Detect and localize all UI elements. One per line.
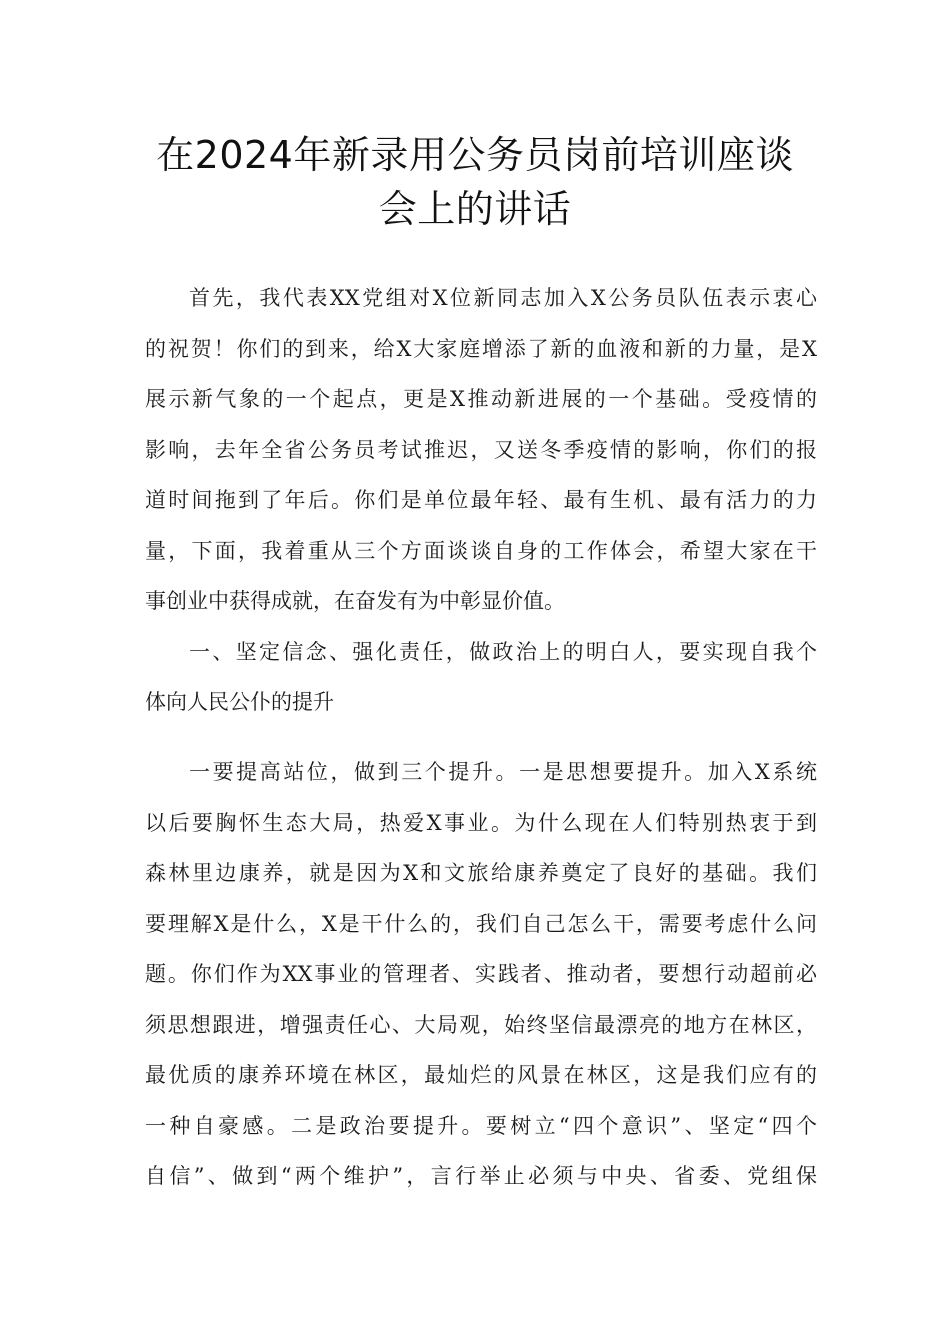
- paragraph-line: 要理解X是什么，X是干什么的，我们自己怎么干，需要考虑什么问: [145, 911, 817, 936]
- paragraph-line: 一要提高站位，做到三个提升。一是思想要提升。加入X系统: [189, 760, 817, 784]
- title-line: 在2024年新录用公务员岗前培训座谈: [156, 133, 794, 177]
- paragraph-line: 影响，去年全省公务员考试推迟，又送冬季疫情的影响，你们的报: [145, 437, 817, 462]
- paragraph-line: 首先，我代表XX党组对X位新同志加入X公务员队伍表示衷心: [189, 286, 817, 310]
- paragraph-line: 量，下面，我着重从三个方面谈谈自身的工作体会，希望大家在干: [145, 538, 817, 563]
- paragraph-line: 自信”、做到“两个维护”，言行举止必须与中央、省委、党组保: [145, 1164, 817, 1188]
- paragraph-line: 道时间拖到了年后。你们是单位最年轻、最有生机、最有活力的力: [145, 488, 817, 512]
- paragraph-line: 须思想跟进，增强责任心、大局观，始终坚信最漂亮的地方在林区，: [145, 1012, 817, 1037]
- paragraph-line: 事创业中获得成就，在奋发有为中彰显价值。: [145, 589, 565, 613]
- paragraph-line: 一种自豪感。二是政治要提升。要树立“四个意识”、坚定“四个: [145, 1113, 817, 1138]
- paragraph-line: 最优质的康养环境在林区，最灿烂的风景在林区，这是我们应有的: [145, 1063, 817, 1087]
- section-heading-line: 一、坚定信念、强化责任，做政治上的明白人，要实现自我个: [189, 639, 817, 664]
- paragraph-opening: [145, 273, 817, 728]
- paragraph-improve-standing: [145, 747, 817, 1202]
- paragraph-line: 题。你们作为XX事业的管理者、实践者、推动者，要想行动超前必: [145, 962, 817, 986]
- paragraph-line: 的祝贺！你们的到来，给X大家庭增添了新的血液和新的力量，是X: [145, 336, 817, 361]
- paragraph-line: 以后要胸怀生态大局，热爱X事业。为什么现在人们特别热衷于到: [145, 810, 817, 835]
- paragraph-line: 森林里边康养，就是因为X和文旅给康养奠定了良好的基础。我们: [145, 861, 817, 885]
- paragraph-line: 展示新气象的一个起点，更是X推动新进展的一个基础。受疫情的: [145, 387, 817, 411]
- title-line: 会上的讲话: [378, 187, 572, 231]
- document-title: [110, 128, 840, 236]
- section-heading-line: 体向人民公仆的提升: [145, 690, 334, 714]
